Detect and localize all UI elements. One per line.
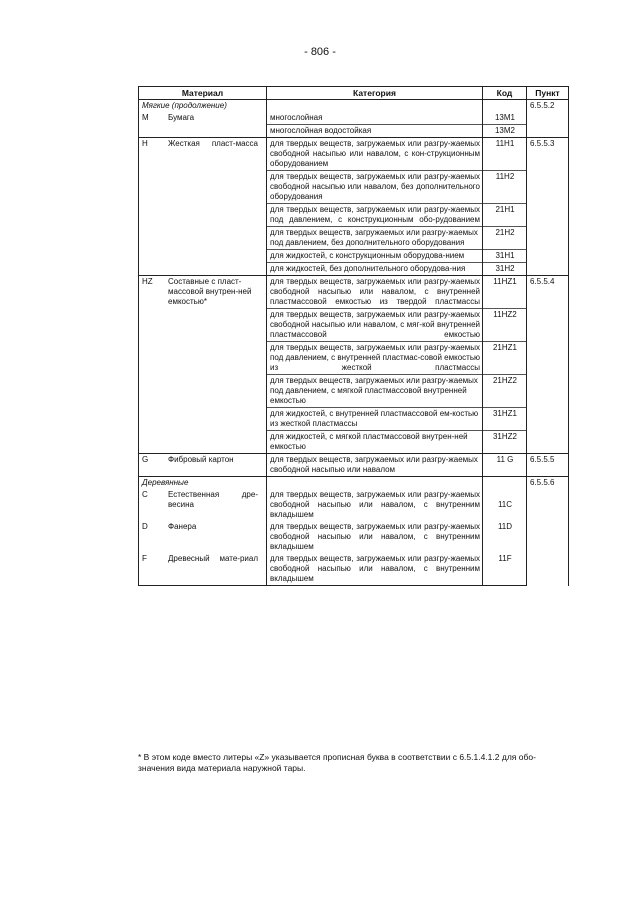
category-cell: многослойная <box>267 112 483 125</box>
code-cell: 21H1 <box>483 204 527 227</box>
packaging-codes-table <box>138 86 569 586</box>
table-row <box>139 138 569 171</box>
material-letter: G <box>142 455 149 464</box>
category-cell: для твердых веществ, загружаемых или разгру-жаемых свободной насыпью или навалом, с внутренней пластмассовой емкостью из твердой пластмассы <box>267 276 483 309</box>
page-number: - 806 - <box>304 46 336 58</box>
material-letter: D <box>142 522 148 531</box>
code-cell: 31HZ2 <box>483 431 527 454</box>
code-cell: 11 G <box>483 454 527 477</box>
section-point: 6.5.5.3 <box>527 138 569 276</box>
footnote: * В этом коде вместо литеры «Z» указывается прописная буква в соответствии с 6.5.1.4.1.2 для обо-значения вида материала наружной тары. <box>138 752 536 773</box>
material-letter: HZ <box>142 277 153 286</box>
table-row <box>139 112 569 125</box>
material-name: Древесный мате-риал <box>168 554 258 563</box>
code-cell: 31HZ1 <box>483 408 527 431</box>
category-cell: для твердых веществ, загружаемых или разгру-жаемых свободной насыпью или навалом, с кон-струкционным оборудованием <box>267 138 483 171</box>
section-point: 6.5.5.6 <box>527 477 569 586</box>
table-row <box>139 489 569 521</box>
table-row <box>139 477 569 490</box>
material-name: Естественная дре-весина <box>168 490 258 509</box>
code-cell: 13M1 <box>483 112 527 125</box>
table-row <box>139 553 569 586</box>
section-title: Деревянные <box>142 478 189 487</box>
category-cell: для твердых веществ, загружаемых или разгру-жаемых свободной насыпью или навалом, с внутренним вкладышем <box>267 521 483 553</box>
material-name: Фибровый картон <box>168 455 234 464</box>
section-point: 6.5.5.2 <box>527 100 569 138</box>
material-name: Фанера <box>168 522 197 531</box>
code-cell: 31H2 <box>483 263 527 276</box>
material-letter: C <box>142 490 148 499</box>
category-cell: для твердых веществ, загружаемых или разгру-жаемых под давлением, без дополнительного оборудования <box>267 227 483 250</box>
code-cell: 11H2 <box>483 171 527 204</box>
section-point: 6.5.5.4 <box>527 276 569 454</box>
header-category: Категория <box>267 87 483 100</box>
category-cell: для твердых веществ, загружаемых или разгру-жаемых под давлением, с внутренней пластмас-совой емкостью из жесткой пластмассы <box>267 342 483 375</box>
category-cell: для твердых веществ, загружаемых или разгру-жаемых свободной насыпью или навалом, с внутренним вкладышем <box>267 489 483 521</box>
table-row <box>139 276 569 309</box>
category-cell: для твердых веществ, загружаемых или разгру-жаемых свободной насыпью или навалом <box>267 454 483 477</box>
table-row <box>139 125 569 138</box>
section-title: Мягкие (продолжение) <box>142 101 227 110</box>
code-cell: 11F <box>483 553 527 586</box>
code-cell: 11HZ2 <box>483 309 527 342</box>
material-letter: H <box>142 139 148 148</box>
category-cell: для твердых веществ, загружаемых или разгру-жаемых свободной насыпью или навалом, без дополнительного оборудования <box>267 171 483 204</box>
material-letter: M <box>142 113 149 122</box>
code-cell: 21H2 <box>483 227 527 250</box>
category-cell: многослойная водостойкая <box>267 125 483 138</box>
code-cell: 31H1 <box>483 250 527 263</box>
table-row <box>139 100 569 113</box>
category-cell: для твердых веществ, загружаемых или разгру-жаемых под давлением, с конструкционным обо-рудованием <box>267 204 483 227</box>
table-header-row <box>139 87 569 100</box>
material-name: Бумага <box>168 113 195 122</box>
category-cell: для жидкостей, с конструкционным оборудова-нием <box>267 250 483 263</box>
category-cell: для жидкостей, с внутренней пластмассовой ем-костью из жесткой пластмассы <box>267 408 483 431</box>
material-name: Составные с пласт-массовой внутрен-ней емкостью* <box>168 277 252 306</box>
header-code: Код <box>483 87 527 100</box>
header-point: Пункт <box>527 87 569 100</box>
code-cell: 13M2 <box>483 125 527 138</box>
category-cell: для жидкостей, с мягкой пластмассовой внутрен-ней емкостью <box>267 431 483 454</box>
category-cell: для твердых веществ, загружаемых или разгру-жаемых под давлением, с мягкой пластмассовой внутренней емкостью <box>267 375 483 408</box>
section-point: 6.5.5.5 <box>527 454 569 477</box>
code-cell: 11HZ1 <box>483 276 527 309</box>
material-letter: F <box>142 554 147 563</box>
category-cell: для твердых веществ, загружаемых или разгру-жаемых свободной насыпью или навалом, с мяг-кой внутренней пластмассовой емкостью <box>267 309 483 342</box>
code-cell: 11H1 <box>483 138 527 171</box>
code-cell: 21HZ2 <box>483 375 527 408</box>
category-cell: для твердых веществ, загружаемых или разгру-жаемых свободной насыпью или навалом, с внутренним вкладышем <box>267 553 483 586</box>
code-cell: 11C <box>483 489 527 521</box>
table-row <box>139 454 569 477</box>
material-name: Жесткая пласт-масса <box>168 139 258 148</box>
table-row <box>139 521 569 553</box>
code-cell: 21HZ1 <box>483 342 527 375</box>
code-cell: 11D <box>483 521 527 553</box>
category-cell: для жидкостей, без дополнительного оборудова-ния <box>267 263 483 276</box>
header-material: Материал <box>139 87 267 100</box>
